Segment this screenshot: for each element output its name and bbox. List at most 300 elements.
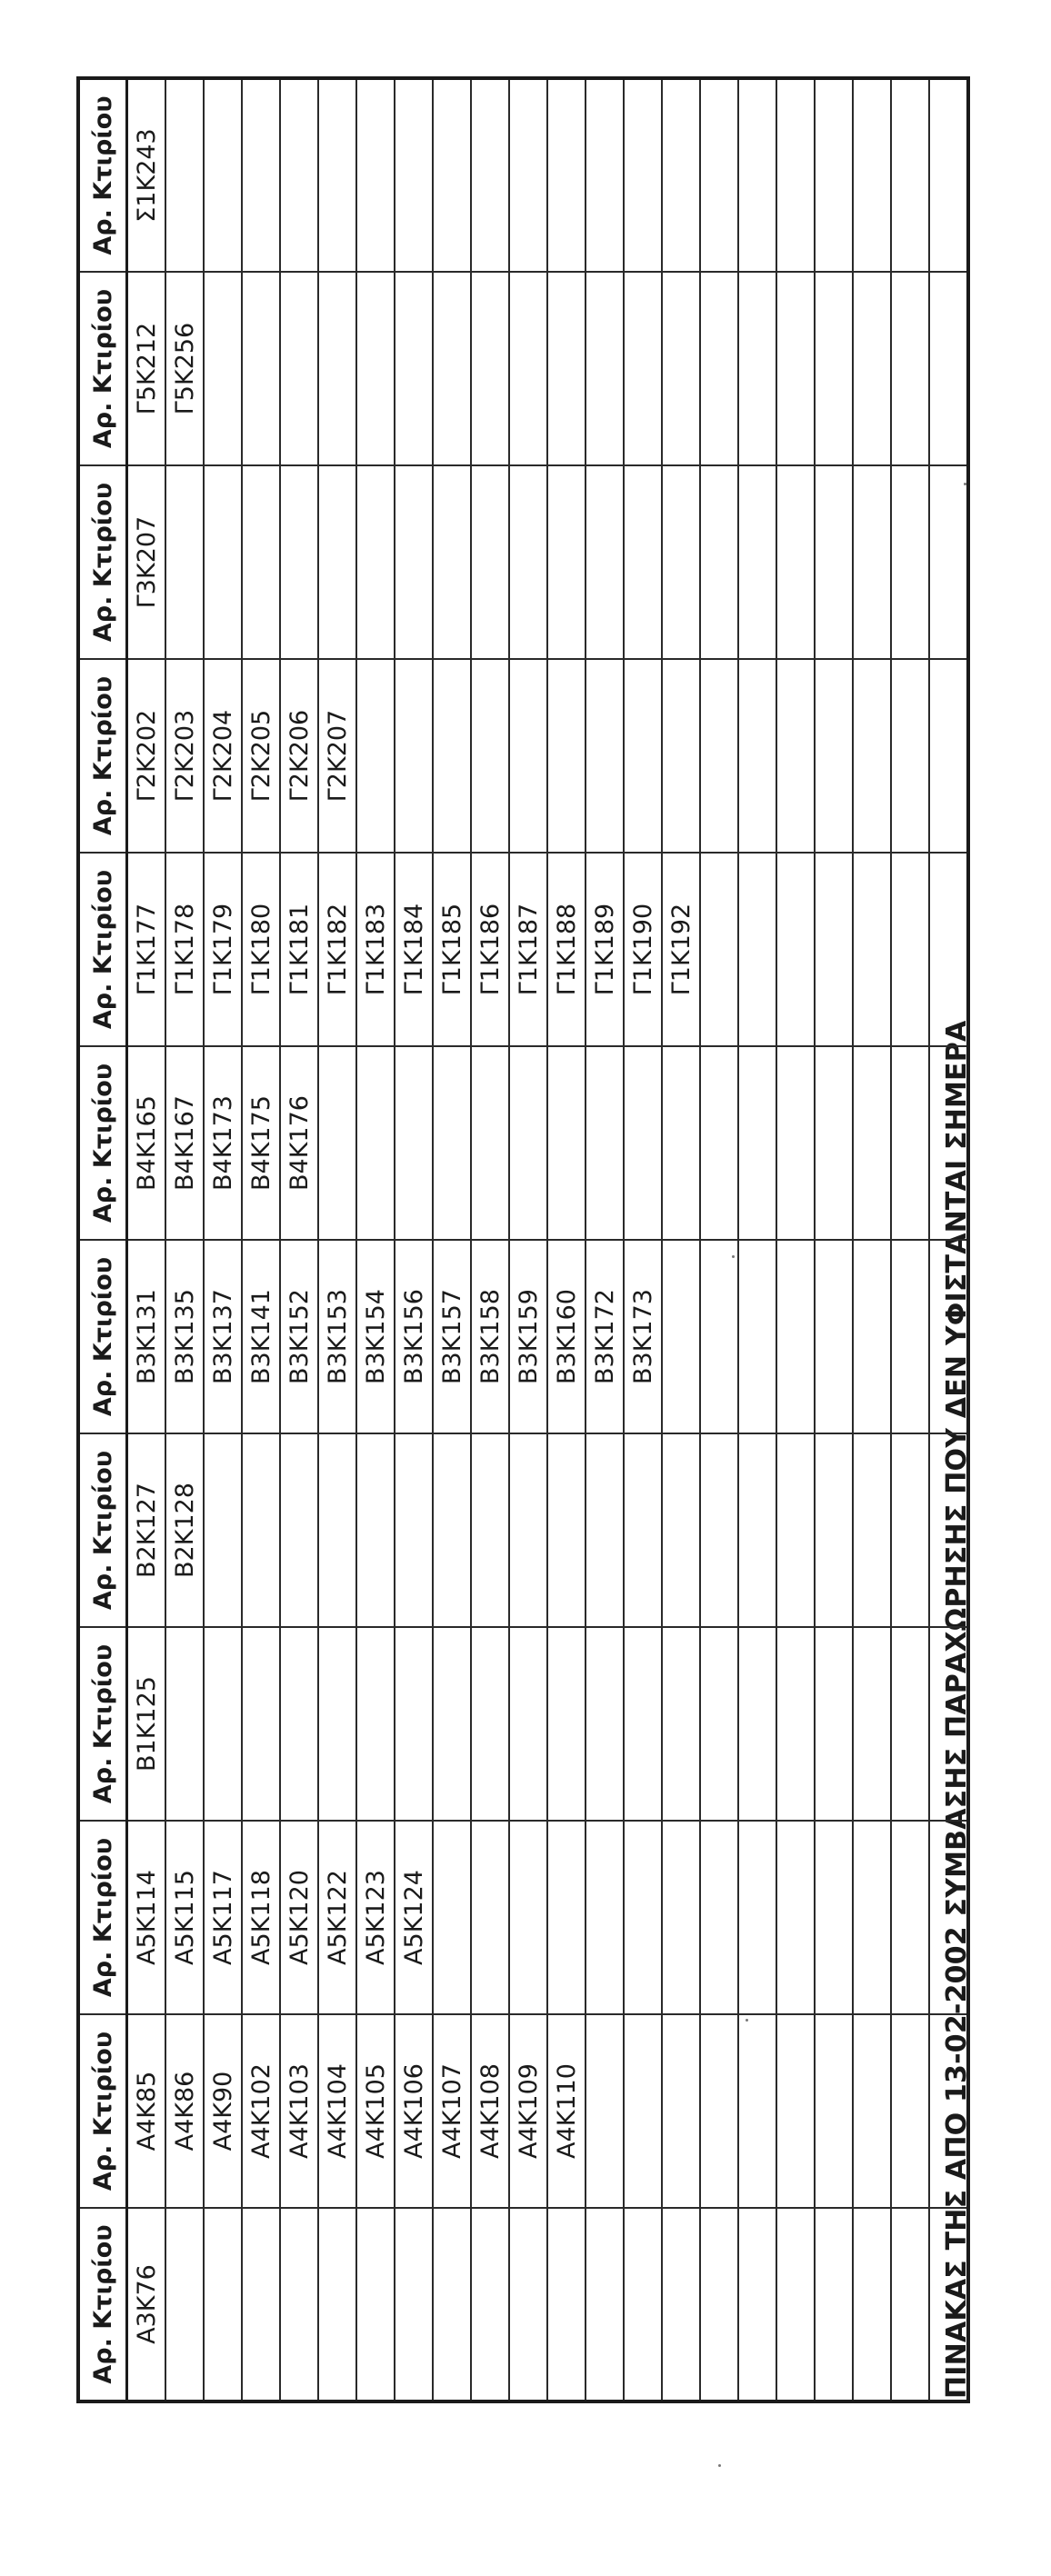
table-cell: [624, 1627, 662, 1821]
scan-speck: [732, 1255, 735, 1258]
table-row: [280, 78, 318, 2401]
table-cell: [700, 78, 738, 272]
table-cell: Β3Κ156: [395, 1240, 433, 1433]
table-cell: [433, 1046, 471, 1240]
table-cell: [395, 78, 433, 272]
table-cell: [738, 1821, 776, 2014]
table-cell: [318, 1627, 356, 1821]
column-header: Αρ. Κτιρίου: [78, 1433, 127, 1627]
table-cell: Β2Κ127: [127, 1433, 166, 1627]
table-cell: Α5Κ115: [165, 1821, 204, 2014]
table-cell: Γ1Κ181: [280, 853, 318, 1046]
table-cell: [165, 1627, 204, 1821]
table-cell: [165, 465, 204, 659]
table-cell: [165, 78, 204, 272]
table-cell: [356, 465, 395, 659]
table-cell: [204, 2208, 242, 2401]
table-header: [78, 78, 127, 2401]
table-cell: [738, 1627, 776, 1821]
table-cell: [433, 1821, 471, 2014]
table-cell: [395, 2208, 433, 2401]
table-cell: [929, 465, 968, 659]
table-cell: [853, 2014, 891, 2208]
table-cell: [471, 1046, 509, 1240]
table-cell: Β1Κ125: [127, 1627, 166, 1821]
table-cell: [586, 1627, 624, 1821]
table-cell: [471, 1433, 509, 1627]
scan-speck: [964, 483, 966, 485]
table-cell: Α4Κ102: [242, 2014, 280, 2208]
table-cell: [738, 465, 776, 659]
table-cell: [395, 659, 433, 853]
table-cell: [433, 78, 471, 272]
table-cell: [929, 2208, 968, 2401]
table-cell: Γ1Κ179: [204, 853, 242, 1046]
table-cell: Γ1Κ177: [127, 853, 166, 1046]
table-row: [738, 78, 776, 2401]
table-cell: [586, 78, 624, 272]
table-cell: Γ1Κ192: [662, 853, 700, 1046]
table-cell: Γ1Κ184: [395, 853, 433, 1046]
table-cell: Α5Κ124: [395, 1821, 433, 2014]
table-cell: [242, 465, 280, 659]
scan-speck: [746, 2019, 748, 2022]
table-cell: [891, 1433, 929, 1627]
table-cell: [586, 272, 624, 465]
table-cell: [165, 2208, 204, 2401]
table-cell: [700, 659, 738, 853]
table-cell: [242, 1627, 280, 1821]
table-cell: [586, 2014, 624, 2208]
table-cell: [738, 659, 776, 853]
table-cell: Γ1Κ190: [624, 853, 662, 1046]
table-cell: [738, 272, 776, 465]
table-cell: [280, 1627, 318, 1821]
table-cell: [433, 1627, 471, 1821]
table-cell: Γ2Κ206: [280, 659, 318, 853]
table-cell: Σ1Κ243: [127, 78, 166, 272]
table-cell: [356, 1046, 395, 1240]
table-cell: [433, 2208, 471, 2401]
table-cell: Α4Κ90: [204, 2014, 242, 2208]
table-cell: Β3Κ173: [624, 1240, 662, 1433]
table-cell: [395, 1433, 433, 1627]
table-cell: [509, 272, 547, 465]
table-cell: Α5Κ122: [318, 1821, 356, 2014]
table-cell: [662, 2014, 700, 2208]
table-cell: [891, 78, 929, 272]
table-cell: Α5Κ123: [356, 1821, 395, 2014]
table-cell: Α3Κ76: [127, 2208, 166, 2401]
table-cell: Γ1Κ183: [356, 853, 395, 1046]
table-cell: [929, 659, 968, 853]
table-cell: Β3Κ159: [509, 1240, 547, 1433]
column-header: Αρ. Κτιρίου: [78, 1821, 127, 2014]
column-header: Αρ. Κτιρίου: [78, 272, 127, 465]
table-cell: [776, 1433, 815, 1627]
table-row: [318, 78, 356, 2401]
table-cell: [547, 1821, 586, 2014]
table-cell: [547, 272, 586, 465]
table-cell: [853, 465, 891, 659]
table-cell: Α4Κ104: [318, 2014, 356, 2208]
table-cell: Β3Κ158: [471, 1240, 509, 1433]
table-row: [891, 78, 929, 2401]
table-cell: [853, 1240, 891, 1433]
table-cell: [471, 1627, 509, 1821]
table-cell: Α5Κ114: [127, 1821, 166, 2014]
table-cell: [815, 2014, 853, 2208]
table-cell: [662, 465, 700, 659]
table-cell: [509, 1046, 547, 1240]
table-cell: [471, 2208, 509, 2401]
table-cell: Α4Κ106: [395, 2014, 433, 2208]
table-cell: [433, 1433, 471, 1627]
table-cell: Β4Κ176: [280, 1046, 318, 1240]
table-cell: [815, 272, 853, 465]
table-cell: [547, 659, 586, 853]
table-cell: [815, 2208, 853, 2401]
table-cell: [738, 2208, 776, 2401]
table-cell: [471, 272, 509, 465]
column-header: Αρ. Κτιρίου: [78, 1046, 127, 1240]
table-cell: [776, 1240, 815, 1433]
table-cell: [204, 272, 242, 465]
table-cell: [624, 1821, 662, 2014]
table-cell: [891, 1627, 929, 1821]
table-cell: [853, 78, 891, 272]
scan-speck: [718, 2464, 721, 2467]
table-cell: Γ2Κ204: [204, 659, 242, 853]
table-cell: [891, 272, 929, 465]
table-cell: [395, 1627, 433, 1821]
table-cell: Γ1Κ185: [433, 853, 471, 1046]
table-cell: Γ1Κ186: [471, 853, 509, 1046]
table-cell: [815, 659, 853, 853]
table-cell: Γ2Κ202: [127, 659, 166, 853]
table-cell: Γ1Κ180: [242, 853, 280, 1046]
table-cell: [662, 1240, 700, 1433]
table-cell: Β4Κ175: [242, 1046, 280, 1240]
table-row: [776, 78, 815, 2401]
table-cell: [815, 78, 853, 272]
table-cell: [624, 465, 662, 659]
table-cell: Β3Κ154: [356, 1240, 395, 1433]
table-cell: [318, 1433, 356, 1627]
table-cell: Α5Κ117: [204, 1821, 242, 2014]
table-cell: [624, 1433, 662, 1627]
table-cell: [433, 659, 471, 853]
table-row: [165, 78, 204, 2401]
table-cell: [624, 1046, 662, 1240]
table-cell: [509, 465, 547, 659]
table-cell: [204, 465, 242, 659]
table-cell: [929, 1046, 968, 1240]
table-cell: [662, 78, 700, 272]
table-cell: [700, 2208, 738, 2401]
table-row: [471, 78, 509, 2401]
table-cell: [624, 2014, 662, 2208]
table-row: [395, 78, 433, 2401]
table-cell: [776, 853, 815, 1046]
table-row: [853, 78, 891, 2401]
table-cell: Γ1Κ182: [318, 853, 356, 1046]
table-cell: [853, 1821, 891, 2014]
table-cell: [929, 853, 968, 1046]
table-cell: [776, 1821, 815, 2014]
table-cell: [891, 2014, 929, 2208]
table-cell: [395, 1046, 433, 1240]
table-cell: [929, 78, 968, 272]
table-cell: [738, 853, 776, 1046]
table-cell: [738, 2014, 776, 2208]
table-cell: [509, 1433, 547, 1627]
table-row: [356, 78, 395, 2401]
table-cell: [700, 2014, 738, 2208]
table-cell: [929, 2014, 968, 2208]
table-cell: [509, 78, 547, 272]
table-cell: [891, 659, 929, 853]
table-cell: [356, 272, 395, 465]
table-cell: Β3Κ131: [127, 1240, 166, 1433]
table-cell: [662, 659, 700, 853]
table-cell: Β3Κ172: [586, 1240, 624, 1433]
table-cell: [624, 78, 662, 272]
table-cell: [929, 1433, 968, 1627]
table-cell: Γ1Κ188: [547, 853, 586, 1046]
table-cell: Β2Κ128: [165, 1433, 204, 1627]
table-cell: [356, 78, 395, 272]
table-cell: [891, 1821, 929, 2014]
table-cell: Α4Κ109: [509, 2014, 547, 2208]
column-header: Αρ. Κτιρίου: [78, 2208, 127, 2401]
table-cell: [776, 1627, 815, 1821]
table-cell: [586, 659, 624, 853]
table-cell: [815, 1046, 853, 1240]
table-cell: [815, 465, 853, 659]
table-cell: Γ5Κ256: [165, 272, 204, 465]
table-cell: Α4Κ110: [547, 2014, 586, 2208]
table-cell: [891, 465, 929, 659]
table-cell: [853, 2208, 891, 2401]
table-cell: Β4Κ165: [127, 1046, 166, 1240]
table-row: [509, 78, 547, 2401]
table-cell: [815, 1821, 853, 2014]
table-cell: [853, 1046, 891, 1240]
table-cell: [700, 1627, 738, 1821]
table-cell: Β3Κ152: [280, 1240, 318, 1433]
table-cell: [929, 1821, 968, 2014]
table-cell: [318, 2208, 356, 2401]
table-cell: [776, 1046, 815, 1240]
table-cell: [853, 853, 891, 1046]
table-cell: Γ2Κ205: [242, 659, 280, 853]
table-cell: Γ1Κ178: [165, 853, 204, 1046]
column-header: Αρ. Κτιρίου: [78, 853, 127, 1046]
table-cell: [318, 465, 356, 659]
table-cell: [356, 1433, 395, 1627]
table-cell: [624, 2208, 662, 2401]
table-cell: [586, 1046, 624, 1240]
table-row: [700, 78, 738, 2401]
table-cell: [776, 78, 815, 272]
table-cell: [929, 1240, 968, 1433]
table-cell: [700, 1240, 738, 1433]
table-cell: [204, 1433, 242, 1627]
table-cell: Γ3Κ207: [127, 465, 166, 659]
table-cell: [776, 272, 815, 465]
table-cell: [662, 1046, 700, 1240]
table-cell: [547, 1627, 586, 1821]
table-cell: [242, 78, 280, 272]
table-cell: [662, 1627, 700, 1821]
column-header: Αρ. Κτιρίου: [78, 2014, 127, 2208]
column-header: Αρ. Κτιρίου: [78, 78, 127, 272]
table-cell: [318, 272, 356, 465]
table-cell: [929, 272, 968, 465]
table-cell: [853, 659, 891, 853]
table-cell: [471, 1821, 509, 2014]
table-cell: [700, 465, 738, 659]
column-header: Αρ. Κτιρίου: [78, 1240, 127, 1433]
table-cell: Α4Κ103: [280, 2014, 318, 2208]
table-cell: [662, 1821, 700, 2014]
table-cell: Β3Κ137: [204, 1240, 242, 1433]
table-cell: [547, 1433, 586, 1627]
table-row: [662, 78, 700, 2401]
table-cell: [776, 465, 815, 659]
table-cell: Α5Κ118: [242, 1821, 280, 2014]
table-cell: [395, 465, 433, 659]
table-cell: [547, 465, 586, 659]
table-cell: [624, 659, 662, 853]
table-row: [204, 78, 242, 2401]
table-cell: [280, 272, 318, 465]
table-cell: [509, 659, 547, 853]
table-cell: [433, 272, 471, 465]
table-cell: [356, 1627, 395, 1821]
table-cell: [433, 465, 471, 659]
table-cell: Α5Κ120: [280, 1821, 318, 2014]
table-cell: Γ2Κ207: [318, 659, 356, 853]
table-row: [127, 78, 166, 2401]
table-cell: [356, 659, 395, 853]
table-cell: [891, 1240, 929, 1433]
table-cell: [547, 2208, 586, 2401]
table-row: [547, 78, 586, 2401]
column-header: Αρ. Κτιρίου: [78, 465, 127, 659]
table-cell: [738, 1433, 776, 1627]
table-cell: [700, 1433, 738, 1627]
table-cell: [395, 272, 433, 465]
table-cell: [509, 1821, 547, 2014]
table-row: [815, 78, 853, 2401]
table-cell: [586, 1821, 624, 2014]
table-cell: [738, 1240, 776, 1433]
table-cell: [700, 1821, 738, 2014]
table-cell: [815, 1240, 853, 1433]
table-cell: [471, 465, 509, 659]
table-cell: Γ1Κ187: [509, 853, 547, 1046]
table-cell: Α4Κ108: [471, 2014, 509, 2208]
table-cell: [776, 2014, 815, 2208]
table-row: [242, 78, 280, 2401]
table-cell: [586, 465, 624, 659]
table-cell: [700, 853, 738, 1046]
table-cell: [700, 1046, 738, 1240]
table-cell: [356, 2208, 395, 2401]
table-cell: Γ5Κ212: [127, 272, 166, 465]
table-cell: Β4Κ167: [165, 1046, 204, 1240]
table-row: [433, 78, 471, 2401]
table-cell: Α4Κ107: [433, 2014, 471, 2208]
table-cell: [318, 1046, 356, 1240]
table-cell: Γ2Κ203: [165, 659, 204, 853]
table-cell: [586, 2208, 624, 2401]
table-cell: [776, 2208, 815, 2401]
table-cell: [280, 1433, 318, 1627]
table-cell: [547, 78, 586, 272]
table-cell: [204, 78, 242, 272]
table-cell: [891, 1046, 929, 1240]
column-header: Αρ. Κτιρίου: [78, 1627, 127, 1821]
table-cell: [471, 78, 509, 272]
table-cell: [815, 853, 853, 1046]
table-cell: [891, 853, 929, 1046]
buildings-table: [76, 76, 970, 2403]
document-title: ΠΙΝΑΚΑΣ ΤΗΣ ΑΠΟ 13-02-2002 ΣΥΜΒΑΣΗΣ ΠΑΡΑΧΩΡΗΣΗΣ ΠΟΥ ΔΕΝ ΥΦΙΣΤΑΝΤΑΙ ΣΗΜΕΡΑ: [941, 1020, 973, 2399]
table-cell: [776, 659, 815, 853]
table-cell: [662, 2208, 700, 2401]
table-cell: Β3Κ135: [165, 1240, 204, 1433]
table-cell: [280, 465, 318, 659]
table-cell: Β3Κ160: [547, 1240, 586, 1433]
table-cell: Β3Κ157: [433, 1240, 471, 1433]
table-cell: [700, 272, 738, 465]
table-cell: [280, 2208, 318, 2401]
table-cell: [853, 272, 891, 465]
table-cell: [471, 659, 509, 853]
table-row: [929, 78, 968, 2401]
table-row: [624, 78, 662, 2401]
table-cell: [662, 272, 700, 465]
header-row: [78, 78, 127, 2401]
table-cell: [891, 2208, 929, 2401]
table-cell: Γ1Κ189: [586, 853, 624, 1046]
table-row: [586, 78, 624, 2401]
table-cell: [738, 78, 776, 272]
table-cell: [586, 1433, 624, 1627]
table-cell: [815, 1433, 853, 1627]
table-cell: [624, 272, 662, 465]
table-cell: [509, 2208, 547, 2401]
table-cell: Α4Κ85: [127, 2014, 166, 2208]
table-cell: [547, 1046, 586, 1240]
table-body: [127, 78, 969, 2401]
table-cell: Β3Κ153: [318, 1240, 356, 1433]
table-cell: [853, 1627, 891, 1821]
table-cell: [242, 272, 280, 465]
table-cell: [509, 1627, 547, 1821]
table-cell: Α4Κ86: [165, 2014, 204, 2208]
column-header: Αρ. Κτιρίου: [78, 659, 127, 853]
table-cell: [242, 2208, 280, 2401]
table-cell: Α4Κ105: [356, 2014, 395, 2208]
table-cell: [242, 1433, 280, 1627]
table-cell: Β3Κ141: [242, 1240, 280, 1433]
table-cell: [280, 78, 318, 272]
table-cell: [738, 1046, 776, 1240]
